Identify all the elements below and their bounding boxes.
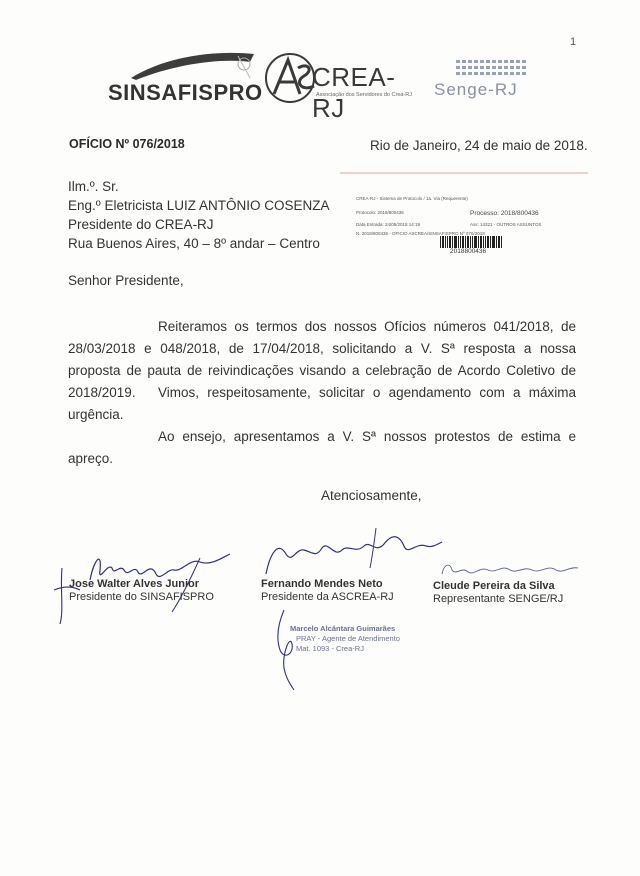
- signature-2-icon: [256, 524, 446, 584]
- stamp-process: Processo: 2018/800436: [470, 210, 539, 217]
- recipient-title: Ilm.º. Sr.: [68, 179, 119, 194]
- signer-2-name: Fernando Mendes Neto: [261, 578, 383, 590]
- oficio-number: OFÍCIO Nº 076/2018: [69, 137, 185, 151]
- signer-1-name: Jose Walter Alves Junior: [69, 578, 200, 590]
- salutation: Senhor Presidente,: [68, 273, 184, 288]
- document-date: Rio de Janeiro, 24 de maio de 2018.: [370, 138, 588, 153]
- stamp-top-rule: [340, 172, 588, 176]
- page-number: 1: [570, 36, 577, 48]
- stamp-line-3: Data Entrada: 24/05/2018 14:19: [356, 222, 421, 227]
- recipient-name: Eng.º Eletricista LUIZ ANTÔNIO COSENZA: [68, 198, 330, 213]
- signature-3-icon: [436, 556, 586, 582]
- paragraph-1: Reiteramos os termos dos nossos Ofícios números 041/2018, de 28/03/2018 e 048/2018, de 17/04/2018, solicitando a V. Sª resposta a nossa proposta de pauta de reivindicações visando a celebração de Acordo Coletivo de 2018/2019.: [68, 319, 576, 400]
- stamp-line-5: Ass: 14321 - OUTROS ASSUNTOS: [470, 222, 542, 227]
- received-stamp: [290, 624, 400, 654]
- senge-dots-icon: [456, 58, 536, 80]
- signer-3-role: Representante SENGE/RJ: [433, 593, 564, 605]
- stamp-line-1: CREA-RJ - Sistema de Protocolo / 1a. Via (Requerente): [356, 196, 468, 201]
- received-stamp-name: Marcelo Alcântara Guimarães: [290, 624, 396, 633]
- sinsafispro-wordmark: SINSAFISPRO: [108, 80, 263, 105]
- recipient-address: Rua Buenos Aires, 40 – 8º andar – Centro: [68, 236, 320, 251]
- barcode-number: 2018800436: [450, 248, 487, 255]
- sinsafispro-swoosh-icon: [126, 50, 256, 82]
- paragraph-2: Vimos, respeitosamente, solicitar o agendamento com a máxima urgência.: [68, 385, 576, 422]
- signer-3-name: Cleude Pereira da Silva: [433, 580, 555, 592]
- received-stamp-role: PRAY - Agente de Atendimento: [296, 634, 400, 643]
- paragraph-3: Ao ensejo, apresentamos a V. Sª nossos protestos de estima e apreço.: [68, 429, 576, 466]
- ascrea-wordmark: CREA-RJ: [312, 62, 396, 123]
- ascrea-logo: [264, 46, 424, 123]
- received-stamp-id: Mat. 1093 - Crea-RJ: [296, 644, 364, 653]
- ascrea-subtitle: Associação dos Servidores do Crea-RJ: [316, 92, 412, 98]
- signer-2-role: Presidente da ASCREA-RJ: [261, 591, 394, 603]
- senge-wordmark: Senge-RJ: [434, 80, 518, 99]
- stamp-line-4: N. 2018/800436 - OFICIO ASCREA/SINSAFISPRO Nº 076/2018: [356, 231, 485, 236]
- stamp-line-2: Protocolo: 2018/800436: [356, 210, 404, 215]
- barcode-icon: [440, 236, 504, 248]
- sinsafispro-logo: [108, 48, 268, 108]
- closing: Atenciosamente,: [321, 488, 422, 503]
- senge-logo: [430, 58, 560, 102]
- protocol-stamp: [340, 172, 588, 264]
- recipient-position: Presidente do CREA-RJ: [68, 217, 214, 232]
- signer-1-role: Presidente do SINSAFISPRO: [69, 591, 214, 603]
